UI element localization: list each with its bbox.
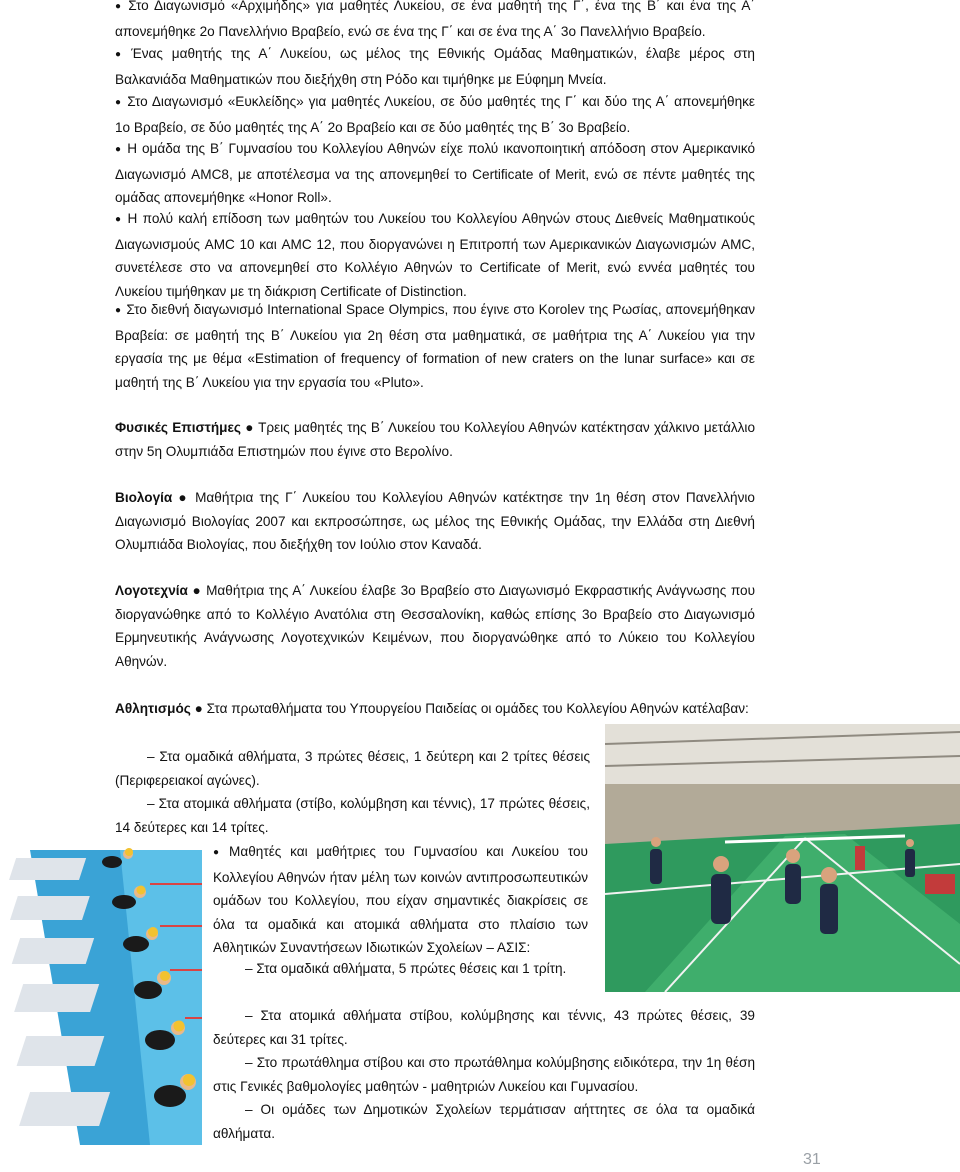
physics-text: Τρεις μαθητές της Β΄ Λυκείου του Κολλεγίου Αθηνών κατέκτησαν χάλκινο μετάλλιο στην 5η Ολυμπιάδα Επιστημών που έγινε στο Βερολίνο. <box>115 420 756 459</box>
sports-dash-asis-team: – Στα ομαδικά αθλήματα, 5 πρώτες θέσεις και 1 τρίτη. <box>245 961 567 976</box>
math-bullet-balkan: ● Ένας μαθητής της Α΄ Λυκείου, ως μέλος της Εθνικής Ομάδας Μαθηματικών, έλαβε μέρος στη Βαλκανιάδα Μαθηματικών που διεξήχθη στη Ρόδο και τιμήθηκε με Εύφημη Μνεία. <box>115 42 755 91</box>
heading-literature: Λογοτεχνία <box>115 583 188 598</box>
section-literature <box>115 579 755 673</box>
sports-intro: Στα πρωταθλήματα του Υπουργείου Παιδείας οι ομάδες του Κολλεγίου Αθηνών κατέλαβαν: <box>206 701 749 716</box>
sports-dash-championships: – Στο πρωτάθλημα στίβου και στο πρωτάθλημα κολύμβησης ειδικότερα, την 1η θέση στις Γενικές βαθμολογίες μαθητών - μαθητριών Λυκείου και Γυμνασίου. <box>213 1055 755 1094</box>
bullet-dot: ● <box>178 490 196 505</box>
bullet-dot: ● <box>194 701 207 716</box>
math-bullet-archimedes: ● Στο Διαγωνισμό «Αρχιμήδης» για μαθητές Λυκείου, σε ένα μαθητή της Γ΄, ένα της Β΄ και ένα της Α΄ απονεμήθηκε 2ο Πανελλήνιο Βραβείο, ενώ σε ένα της Γ΄ και σε ένα της Α΄ 3ο Πανελλήνιο Βραβείο. <box>115 0 755 43</box>
heading-physics: Φυσικές Επιστήμες <box>115 420 241 435</box>
swimming-start-photo <box>0 840 202 1145</box>
literature-text: Μαθήτρια της Α΄ Λυκείου έλαβε 3ο Βραβείο στο Διαγωνισμό Εκφραστικής Ανάγνωσης που διοργανώθηκε από το Κολλέγιο Ανατόλια στη Θεσσαλονίκη, καθώς επίσης 3ο Βραβείο στο Διαγωνισμό Ερμηνευτικής Ανάγνωσης Λογοτεχνικών Κειμένων, που διοργανώθηκε από το Λύκειο του Κολλεγίου Αθηνών. <box>115 583 756 669</box>
section-physics <box>115 416 755 463</box>
section-sports-intro <box>115 697 755 721</box>
bullet-dot: ● <box>245 420 259 435</box>
volleyball-gym-photo <box>605 724 960 992</box>
math-bullet-space-olympics: ● Στο διεθνή διαγωνισμό International Space Olympics, που έγινε στο Korolev της Ρωσίας, απονεμήθηκαν Βραβεία: σε μαθητή της Β΄ Λυκείου για 2η θέση στα μαθηματικά, σε μαθήτρια της Α΄ Λυκείου για την εργασία της με θέμα «Estimation of frequency of formation of new craters on the lunar surface» και σε μαθητή της Β΄ Λυκείου για την εργασία του «Pluto». <box>115 298 755 394</box>
sports-dash-asis-individual: – Στα ατομικά αθλήματα στίβου, κολύμβησης και τέννις, 43 πρώτες θέσεις, 39 δεύτερες και 31 τρίτες. <box>213 1008 755 1047</box>
page-number: 31 <box>803 1151 821 1168</box>
sports-asis-paragraph: ● Μαθητές και μαθήτριες του Γυμνασίου και Λυκείου του Κολλεγίου Αθηνών ήταν μέλη των κοινών αντιπροσωπευτικών ομάδων του Κολλεγίου, που είχαν σημαντικές διακρίσεις σε όλα τα ομαδικά και ατομικά αθλήματα στο πλαίσιο των Αθλητικών Συναντήσεων Ιδιωτικών Σχολείων – ΑΣΙΣ: <box>213 840 588 960</box>
bullet-dot: ● <box>192 583 207 598</box>
heading-sports: Αθλητισμός <box>115 701 191 716</box>
math-bullet-amc8: ● Η ομάδα της Β΄ Γυμνασίου του Κολλεγίου Αθηνών είχε πολύ ικανοποιητική απόδοση στον Αμερικανικό Διαγωνισμό AMC8, με αποτέλεσμα να της απονεμηθεί το Certificate of Merit, ενώ σε πέντε μαθητές της ομάδας απονεμήθηκε «Honor Roll». <box>115 137 755 210</box>
heading-biology: Βιολογία <box>115 490 173 505</box>
sports-dash-team: – Στα ομαδικά αθλήματα, 3 πρώτες θέσεις, 1 δεύτερη και 2 τρίτες θέσεις (Περιφερειακοί αγώνες). <box>115 749 590 788</box>
sports-dash-individual: – Στα ατομικά αθλήματα (στίβο, κολύμβηση και τέννις), 17 πρώτες θέσεις, 14 δεύτερες και 14 τρίτες. <box>115 796 590 835</box>
section-biology <box>115 486 755 557</box>
math-bullet-amc10-12: ● Η πολύ καλή επίδοση των μαθητών του Λυκείου του Κολλεγίου Αθηνών στους Διεθνείς Μαθηματικούς Διαγωνισμούς AMC 10 και AMC 12, που διοργανώνει η Επιτροπή των Αμερικανικών Διαγωνισμών AMC, συνετέλεσε στο να απονεμηθεί στο Κολλέγιο Αθηνών το Certificate of Merit, ενώ εννέα μαθητές του Λυκείου τιμήθηκαν με τη διάκριση Certificate of Distinction. <box>115 207 755 303</box>
math-bullet-euclid: ● Στο Διαγωνισμό «Ευκλείδης» για μαθητές Λυκείου, σε δύο μαθητές της Γ΄ και δύο της Α΄ απονεμήθηκε 1ο Βραβείο, σε δύο μαθητές της Α΄ 2ο Βραβείο και σε δύο μαθητές της Β΄ 3ο Βραβείο. <box>115 90 755 139</box>
biology-text: Μαθήτρια της Γ΄ Λυκείου του Κολλεγίου Αθηνών κατέκτησε την 1η θέση στον Πανελλήνιο Διαγωνισμό Βιολογίας 2007 και εκπροσώπησε, ως μέλος της Εθνικής Ομάδας, την Ελλάδα στη Διεθνή Ολυμπιάδα Βιολογίας, που διεξήχθη τον Ιούλιο στον Καναδά. <box>115 490 755 553</box>
sports-dash-primary: – Οι ομάδες των Δημοτικών Σχολείων τερμάτισαν αήττητες σε όλα τα ομαδικά αθλήματα. <box>213 1102 755 1141</box>
